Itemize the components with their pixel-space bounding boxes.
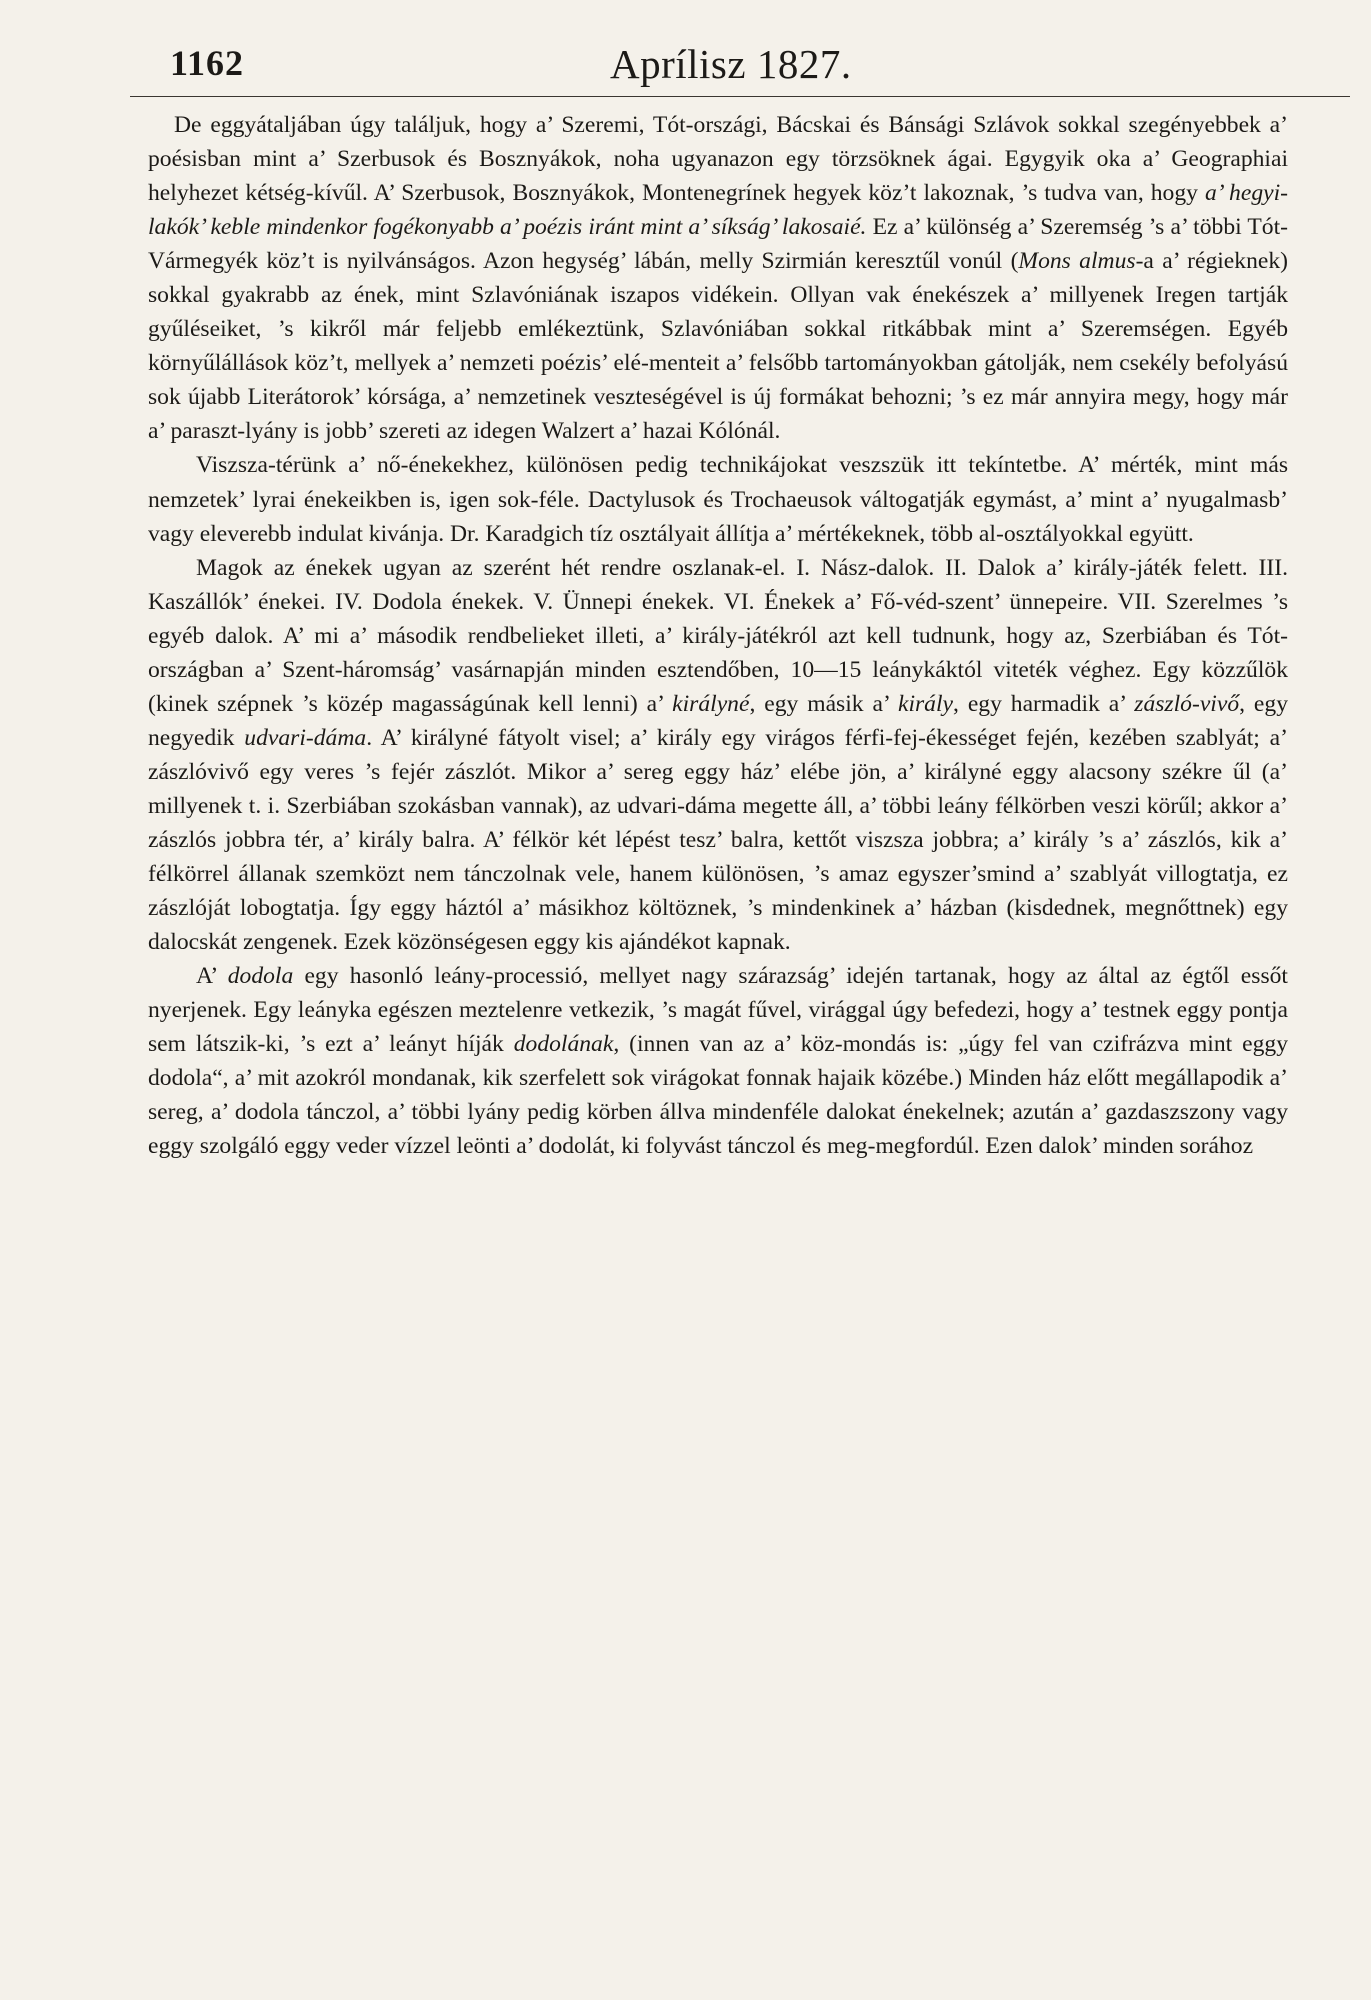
header-rule xyxy=(130,96,1350,97)
italic-run: zászló-vivő xyxy=(1134,690,1240,717)
text-run: , egy harmadik a’ xyxy=(953,690,1135,717)
paragraph-3 xyxy=(148,551,1288,960)
italic-run: király xyxy=(897,690,954,717)
italic-run: Mons almus xyxy=(1018,248,1136,275)
italic-run: dodola xyxy=(227,963,294,990)
body-text xyxy=(148,108,1288,1163)
italic-run: a’ hegyi-lakók’ keble mindenkor fogékonyabb a’ poézis iránt mint a’ síkság’ lakosaié. xyxy=(148,180,1289,241)
paragraph-1 xyxy=(148,108,1288,448)
text-run: De eggyátaljában úgy találjuk, hogy a’ Szeremi, Tót-országi, Bácskai és Bánsági Szlávok sokkal szegényebbek a’ poésisban mint a’ Szerbusok és Bosznyákok, noha ugyanazon egy törzsöknek ágai. Egygyik oka a’ Geographiai helyhezet kétség-kívűl. A’ Szerbusok, Bosznyákok, Montenegrínek hegyek köz’t lakoznak, ’s tudva van, hogy xyxy=(148,112,1288,207)
text-run: Ez a’ különség a’ Szeremség ’s a’ többi Tót-Vármegyék köz’t is nyilvánságos. Azon hegység’ lábán, melly Szirmián keresztűl vonúl ( xyxy=(148,214,1289,275)
text-run: A’ xyxy=(196,963,228,990)
text-run: . A’ királyné fátyolt visel; a’ király egy virágos férfi-fej-ékességet fején, kezében szablyát; a’ zászlóvivő egy veres ’s fejér zászlót. Mikor a’ sereg eggy ház’ elébe jön, a’ királyné eggy alacsony székre űl (a’ millyenek t. i. Szerbiában szokásban vannak), az udvari-dáma megette áll, a’ többi leány félkörben veszi körűl; akkor a’ zászlós jobbra tér, a’ király balra. A’ félkör két lépést tesz’ balra, kettőt viszsza jobbra; a’ király ’s a’ zászlós, kik a’ félkörrel állanak szemközt nem tánczolnak vele, hanem különösen, ’s amaz egyszer’smind a’ szablyát villogtatja, ez zászlóját lobogtatja. Így eggy háztól a’ másikhoz költöznek, ’s mindenkinek a’ házban (kisdednek, megnőttnek) egy dalocskát zengenek. Ezek közönségesen eggy kis ajándékot kapnak. xyxy=(148,724,1288,956)
text-run: -a a’ régieknek) sokkal gyakrabb az ének, mint Szlavóniának iszapos vidékein. Ollyan vak énekészek a’ millyenek Iregen tartják gyűléseiket, ’s kikről már feljebb emlékeztünk, Szlavóniában sokkal ritkábbak mint a’ Szeremségen. Egyéb környűlállások köz’t, mellyek a’ nemzeti poézis’ elé-menteit a’ felsőbb tartományokban gátolják, nem csekély befolyású sok újabb Literátorok’ kórsága, a’ nemzetinek veszteségével is új formákat behozni; ’s ez már annyira megy, hogy már a’ paraszt-lyány is jobb’ szereti az idegen Walzert a’ hazai Kólónál. xyxy=(148,248,1288,445)
text-run: Viszsza-térünk a’ nő-énekekhez, különösen pedig technikájokat veszszük itt tekíntetbe. A’ mérték, mint más nemzetek’ lyrai énekeikben is, igen sok-féle. Dactylusok és Trochaeusok váltogatják egymást, a’ mint a’ nyugalmasb’ vagy eleverebb indulat kivánja. Dr. Karadgich tíz osztályait állítja a’ mértékeknek, több al-osztályokkal együtt. xyxy=(148,452,1288,547)
italic-run: udvari-dáma xyxy=(244,724,367,751)
paragraph-4 xyxy=(148,959,1288,1163)
paragraph-2 xyxy=(148,448,1288,550)
page-header xyxy=(170,42,1300,102)
italic-run: dodolának xyxy=(513,1031,614,1058)
text-run: , egy negyedik xyxy=(148,690,1288,751)
text-run: Magok az énekek ugyan az szerént hét rendre oszlanak-el. I. Nász-dalok. II. Dalok a’ király-játék felett. III. Kaszállók’ énekei. IV. Dodola énekek. V. Ünnepi énekek. VI. Énekek a’ Fő-véd-szent’ ünnepeire. VII. Szerelmes ’s egyéb dalok. A’ mi a’ második rendbelieket illeti, a’ király-játékról azt kell tudnunk, hogy az, Szerbiában és Tót-országban a’ Szent-háromság’ vasárnapján minden esztendőben, 10—15 leánykáktól viteték véghez. Egy közzűlök (kinek szépnek ’s közép magasságúnak kell lenni) a’ xyxy=(148,554,1288,717)
text-run: egy hasonló leány-processió, mellyet nagy szárazság’ idején tartanak, hogy az által az égtől essőt nyerjenek. Egy leányka egészen meztelenre vetkezik, ’s magát fűvel, virággal úgy befedezi, hogy a’ testnek eggy pontja sem látszik-ki, ’s ezt a’ leányt híják xyxy=(148,963,1288,1058)
running-title: Aprílisz 1827. xyxy=(610,41,852,87)
page-number: 1162 xyxy=(170,43,245,83)
text-run: , (innen van az a’ köz-mondás is: „úgy fel van czifrázva mint eggy dodola“, a’ mit azokról mondanak, kik szerfelett sok virágokat fonnak hajaik közébe.) Minden ház előtt megállapodik a’ sereg, a’ dodola tánczol, a’ többi lyány pedig körben állva mindenféle dalokat énekelnek; azután a’ gazdaszszony vagy eggy szolgáló eggy veder vízzel leönti a’ dodolát, ki folyvást tánczol és meg-megfordúl. Ezen dalok’ minden sorához xyxy=(148,1031,1288,1160)
text-run: , egy másik a’ xyxy=(749,690,898,717)
italic-run: királyné xyxy=(672,690,750,717)
